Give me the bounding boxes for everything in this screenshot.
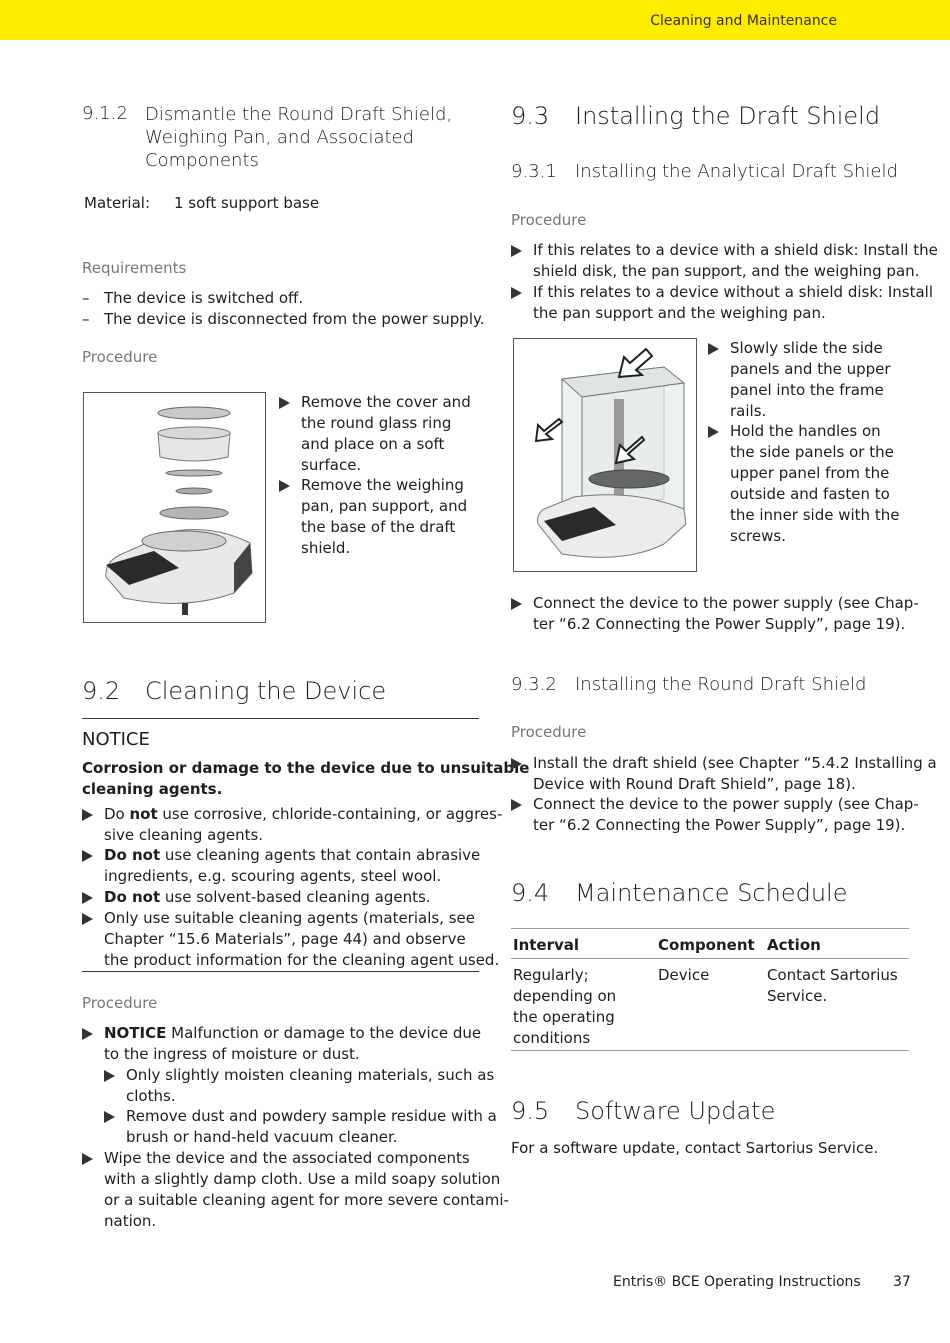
draft-shield-illustration: [513, 338, 697, 572]
section-title-95: Software Update: [575, 1097, 776, 1125]
table-header-rule: [511, 958, 909, 959]
arrow-bullet-icon: [511, 758, 522, 770]
table-cell-action: Contact Sartorius Service.: [767, 966, 898, 1005]
table-cell-component: Device: [658, 966, 710, 984]
procedure-substep: Remove dust and powdery sample residue with a brush or hand-held vacuum cleaner.: [104, 1106, 497, 1148]
notice-bullet: Do not use corrosive, chloride-containing, or aggres- sive cleaning agents.: [82, 804, 502, 846]
header-title: Cleaning and Maintenance: [650, 13, 837, 29]
procedure-label: Procedure: [511, 211, 587, 229]
section-title-94: Maintenance Schedule: [575, 879, 848, 907]
header-bar: [0, 0, 950, 40]
arrow-bullet-icon: [279, 480, 290, 492]
arrow-bullet-icon: [82, 809, 93, 821]
section-title-932: Installing the Round Draft Shield: [575, 674, 867, 695]
section-number-93: 9.3: [511, 102, 550, 130]
section-number-912: 9.1.2: [82, 103, 128, 124]
arrow-bullet-icon: [82, 1028, 93, 1040]
requirement-text: The device is switched off.: [104, 289, 304, 307]
arrow-bullet-icon: [511, 245, 522, 257]
step-slide-panels: Slowly slide the side panels and the upper panel into the frame rails.: [708, 338, 891, 422]
arrow-bullet-icon: [511, 598, 522, 610]
arrow-bullet-icon: [82, 892, 93, 904]
procedure-step: NOTICE Malfunction or damage to the device due to the ingress of moisture or dust.: [82, 1023, 481, 1065]
arrow-bullet-icon: [104, 1111, 115, 1123]
balance-parts-icon: [84, 393, 265, 622]
material-value: 1 soft support base: [174, 194, 320, 212]
procedure-label: Procedure: [511, 723, 587, 741]
section-number-94: 9.4: [511, 879, 550, 907]
procedure-step: Connect the device to the power supply (see Chap- ter “6.2 Connecting the Power Supply”, page 19).: [511, 794, 919, 836]
arrow-bullet-icon: [511, 287, 522, 299]
arrow-bullet-icon: [82, 913, 93, 925]
table-header-component: Component: [658, 936, 755, 954]
requirement-item: –: [82, 310, 90, 328]
footer-doc-title: Entris® BCE Operating Instructions: [613, 1274, 861, 1290]
table-header-interval: Interval: [513, 936, 580, 954]
table-bottom-rule: [511, 1050, 909, 1051]
step-fasten-handles: Hold the handles on the side panels or the upper panel from the outside and fasten to the inner side with the screws.: [708, 421, 899, 547]
procedure-step: If this relates to a device without a shield disk: Install the pan support and the weighing pan.: [511, 282, 933, 324]
step-remove-pan: Remove the weighing pan, pan support, and the base of the draft shield.: [279, 475, 467, 559]
section-title-912: Dismantle the Round Draft Shield, Weighing Pan, and Associated Components: [145, 104, 453, 171]
notice-heading: NOTICE: [82, 729, 150, 750]
notice-bullet: Do not use cleaning agents that contain abrasive ingredients, e.g. scouring agents, steel wool.: [82, 845, 480, 887]
section-number-931: 9.3.1: [511, 161, 557, 182]
table-top-rule: [511, 928, 909, 929]
procedure-step: Install the draft shield (see Chapter “5.4.2 Installing a Device with Round Draft Shield”, page 18).: [511, 753, 937, 795]
software-update-text: For a software update, contact Sartorius Service.: [511, 1139, 879, 1157]
arrow-bullet-icon: [82, 850, 93, 862]
notice-bullet: Only use suitable cleaning agents (materials, see Chapter “15.6 Materials”, page 44) and observe the product information for the cleaning agent used.: [82, 908, 499, 971]
notice-warning: Corrosion or damage to the device due to unsuitable cleaning agents.: [82, 759, 530, 798]
arrow-bullet-icon: [279, 397, 290, 409]
notice-top-rule: [82, 718, 479, 719]
arrow-bullet-icon: [104, 1070, 115, 1082]
procedure-label: Procedure: [82, 348, 158, 366]
notice-bottom-rule: [82, 971, 479, 972]
section-title-92: Cleaning the Device: [145, 677, 387, 705]
procedure-label: Procedure: [82, 994, 158, 1012]
requirement-text: The device is disconnected from the power supply.: [104, 310, 485, 328]
requirement-item: –: [82, 289, 90, 307]
section-number-92: 9.2: [82, 677, 121, 705]
requirements-label: Requirements: [82, 259, 187, 277]
section-number-95: 9.5: [511, 1097, 550, 1125]
arrow-bullet-icon: [708, 343, 719, 355]
table-header-action: Action: [767, 936, 821, 954]
procedure-step: If this relates to a device with a shield disk: Install the shield disk, the pan support, and the weighing pan.: [511, 240, 938, 282]
draft-shield-icon: [514, 339, 696, 571]
arrow-bullet-icon: [82, 1153, 93, 1165]
page-number: 37: [893, 1274, 911, 1290]
procedure-step: Connect the device to the power supply (see Chap- ter “6.2 Connecting the Power Supply”, page 19).: [511, 593, 919, 635]
section-number-932: 9.3.2: [511, 674, 557, 695]
procedure-substep: Only slightly moisten cleaning materials, such as cloths.: [104, 1065, 494, 1107]
exploded-balance-illustration: [83, 392, 266, 623]
arrow-bullet-icon: [708, 426, 719, 438]
table-cell-interval: Regularly; depending on the operating conditions: [513, 966, 617, 1047]
notice-bullet: Do not use solvent-based cleaning agents.: [82, 887, 431, 908]
material-label: Material:: [84, 194, 150, 212]
procedure-step: Wipe the device and the associated components with a slightly damp cloth. Use a mild soapy solution or a suitable cleaning agent for more severe contami- nation.: [82, 1148, 509, 1232]
arrow-bullet-icon: [511, 799, 522, 811]
section-title-931: Installing the Analytical Draft Shield: [575, 161, 898, 182]
step-remove-cover: Remove the cover and the round glass ring and place on a soft surface.: [279, 392, 471, 476]
section-title-93: Installing the Draft Shield: [575, 102, 881, 130]
